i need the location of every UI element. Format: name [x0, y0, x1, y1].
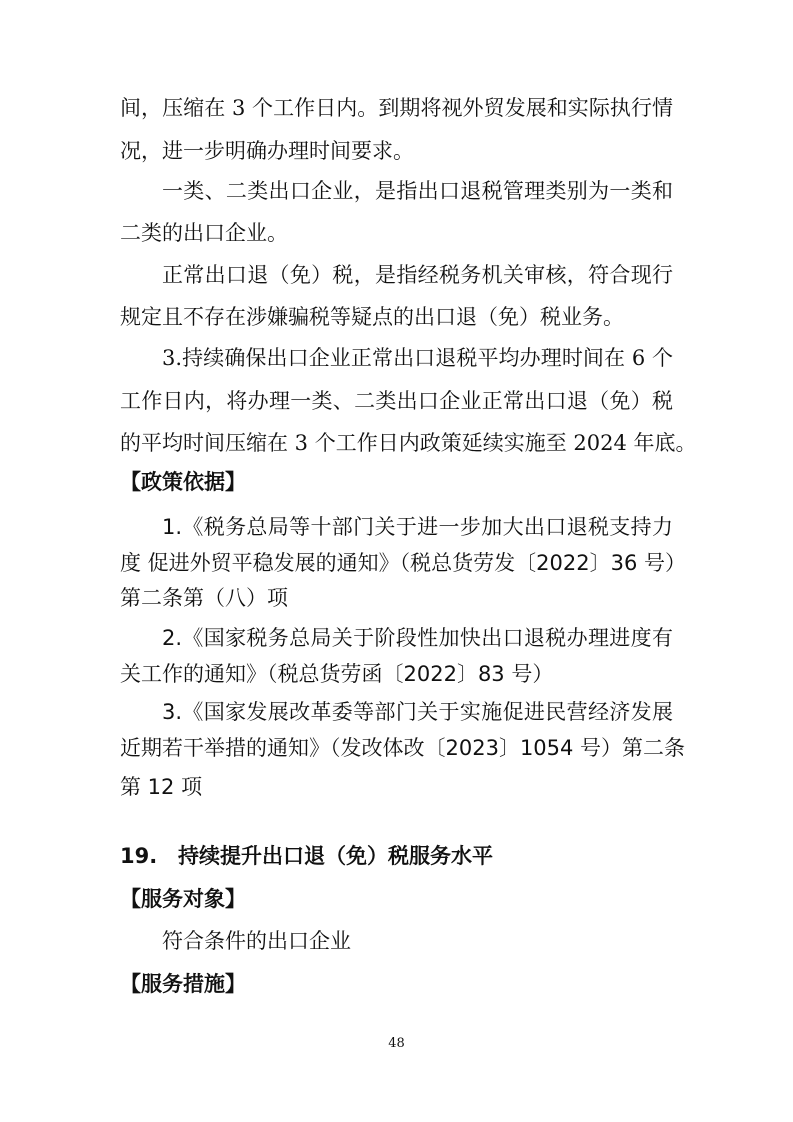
policy-basis-heading: 【政策依据】 [120, 470, 246, 494]
section-title [120, 846, 493, 867]
policy-item-2-line-1: 2.《国家税务总局关于阶段性加快出口退税办理进度有 [162, 626, 673, 650]
policy-item-1-line-1: 1.《税务总局等十部门关于进一步加大出口退税支持力 [162, 515, 673, 539]
section-number: 19. [120, 844, 158, 868]
policy-item-2-line-2: 关工作的通知》（税总货劳函〔2022〕83 号） [120, 662, 554, 686]
paragraph-d-line-3: 的平均时间压缩在 3 个工作日内政策延续实施至 2024 年底。 [120, 431, 697, 455]
paragraph-b-line-1: 一类、二类出口企业，是指出口退税管理类别为一类和 [162, 179, 673, 203]
service-target-heading: 【服务对象】 [120, 887, 246, 911]
paragraph-c-line-1: 正常出口退（免）税，是指经税务机关审核，符合现行 [162, 263, 673, 287]
policy-item-1-line-2: 度 促进外贸平稳发展的通知》（税总货劳发〔2022〕36 号） [120, 551, 687, 575]
policy-item-1-line-3: 第二条第（八）项 [120, 586, 288, 610]
policy-item-3-line-2: 近期若干举措的通知》（发改体改〔2023〕1054 号）第二条 [120, 736, 686, 760]
policy-item-3-line-3: 第 12 项 [120, 775, 203, 799]
paragraph-a-line-1: 间，压缩在 3 个工作日内。到期将视外贸发展和实际执行情 [120, 96, 673, 120]
paragraph-d-line-1: 3.持续确保出口企业正常出口退税平均办理时间在 6 个 [162, 346, 673, 370]
policy-item-3-line-1: 3.《国家发展改革委等部门关于实施促进民营经济发展 [162, 700, 673, 724]
service-measures-heading: 【服务措施】 [120, 972, 246, 996]
page-number: 48 [388, 1036, 405, 1051]
paragraph-b-line-2: 二类的出口企业。 [120, 221, 288, 245]
section-title-text: 持续提升出口退（免）税服务水平 [178, 844, 493, 868]
paragraph-d-line-2: 工作日内，将办理一类、二类出口企业正常出口退（免）税 [120, 389, 673, 413]
service-target-text: 符合条件的出口企业 [162, 929, 351, 953]
paragraph-c-line-2: 规定且不存在涉嫌骗税等疑点的出口退（免）税业务。 [120, 305, 624, 329]
paragraph-a-line-2: 况，进一步明确办理时间要求。 [120, 139, 414, 163]
